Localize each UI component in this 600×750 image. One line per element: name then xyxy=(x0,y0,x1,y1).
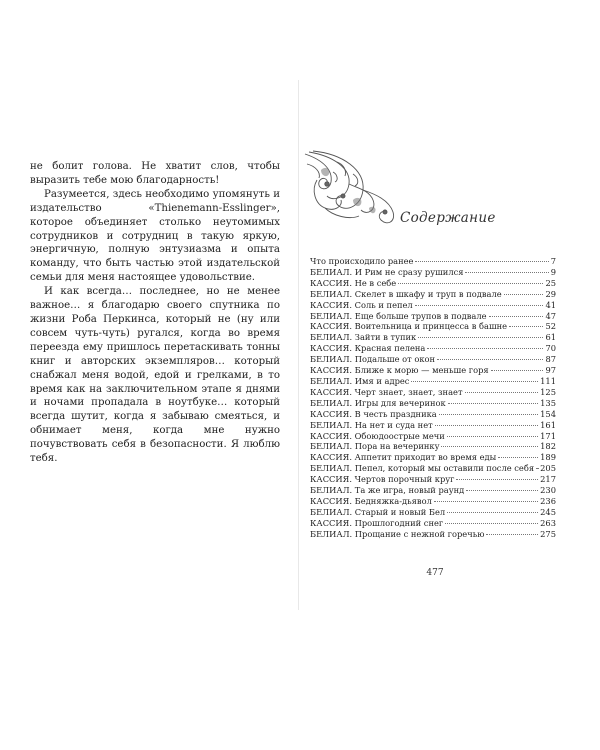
toc-dot-leader xyxy=(411,381,538,382)
toc-entry xyxy=(310,441,556,452)
toc-entry xyxy=(310,343,556,354)
toc-entry-title: БЕЛИАЛ. Скелет в шкафу и труп в подвале xyxy=(310,288,502,299)
toc-dot-leader xyxy=(447,436,538,437)
toc-entry-title: КАССИЯ. Красная пелена xyxy=(310,343,426,354)
toc-entry xyxy=(310,474,556,485)
toc-entry-title: КАССИЯ. Прошлогодний снег xyxy=(310,517,444,528)
toc-dot-leader xyxy=(415,261,548,262)
toc-entry xyxy=(310,321,556,332)
toc-dot-leader xyxy=(504,294,544,295)
toc-entry-page: 25 xyxy=(545,277,556,288)
toc-entry-page: 135 xyxy=(540,397,556,408)
toc-entry-title: Что происходило ранее xyxy=(310,256,414,266)
toc-dot-leader xyxy=(536,468,538,469)
toc-entry-page: 263 xyxy=(540,517,556,528)
toc-entry-page: 97 xyxy=(545,365,556,376)
toc-entry-title: БЕЛИАЛ. Пепел, который мы оставили после себя xyxy=(310,463,535,474)
toc-entry xyxy=(310,267,556,278)
toc-entry-page: 29 xyxy=(545,288,556,299)
toc-dot-leader xyxy=(441,446,538,447)
toc-entry xyxy=(310,354,556,365)
toc-entry-title: КАССИЯ. Не в себе xyxy=(310,277,397,288)
toc-entry-page: 41 xyxy=(545,299,556,310)
toc-entry-page: 245 xyxy=(540,506,556,517)
toc-entry xyxy=(310,409,556,420)
toc-entry-page: 52 xyxy=(545,321,556,332)
toc-dot-leader xyxy=(509,326,543,327)
toc-entry-title: БЕЛИАЛ. Старый и новый Бел xyxy=(310,506,446,517)
toc-entry xyxy=(310,463,556,474)
book-gutter xyxy=(298,80,299,610)
toc-dot-leader xyxy=(491,370,544,371)
toc-entry-title: БЕЛИАЛ. Игры для вечеринок xyxy=(310,397,446,408)
toc-entry xyxy=(310,278,556,289)
toc-title: Содержание xyxy=(400,210,496,226)
toc-entry xyxy=(310,300,556,311)
toc-dot-leader xyxy=(445,523,538,524)
toc-entry-page: 9 xyxy=(550,266,556,277)
toc-entry-page: 87 xyxy=(545,354,556,365)
toc-entry xyxy=(310,529,556,540)
left-page xyxy=(30,160,280,466)
toc-entry-title: КАССИЯ. Воительница и принцесса в башне xyxy=(310,321,508,332)
toc-dot-leader xyxy=(465,272,548,273)
toc-entry-title: БЕЛИАЛ. Зайти в тупик xyxy=(310,332,417,343)
toc-entry-page: 275 xyxy=(540,528,556,539)
flourish-ornament-icon xyxy=(303,150,403,228)
toc-entry-title: БЕЛИАЛ. Пора на вечеринку xyxy=(310,441,440,452)
toc-entry-title: БЕЛИАЛ. Прощание с нежной горечью xyxy=(310,528,485,539)
toc-entry-title: КАССИЯ. Бедняжка-дьявол xyxy=(310,495,432,506)
toc-entry-page: 125 xyxy=(540,386,556,397)
toc-dot-leader xyxy=(489,316,544,317)
toc-dot-leader xyxy=(435,425,538,426)
toc-dot-leader xyxy=(437,359,543,360)
toc-entry xyxy=(310,485,556,496)
toc-dot-leader xyxy=(486,534,538,535)
toc-entry xyxy=(310,496,556,507)
toc-dot-leader xyxy=(398,283,543,284)
toc-entry-page: 70 xyxy=(545,343,556,354)
toc-dot-leader xyxy=(427,348,543,349)
toc-entry xyxy=(310,376,556,387)
paragraph-3: И как всегда… последнее, но не менее важное… я благодарю своего спутника по жизни Роба Перкинса, который не (ну или совсем чуть-чуть) ругался, когда во время переезда ему пришлось перетаскивать тонны книг и авторских экземпляров… который снабжал меня водой, едой и грелками, в то время как на заключительном этапе я днями и ночами пропадала в ноутбуке… который всегда шутит, когда я забываю смеяться, и обнимает меня, когда мне нужно почувствовать себя в безопасности. Я люблю тебя. xyxy=(30,286,280,465)
page-number: 477 xyxy=(426,568,444,578)
paragraph-2: Разумеется, здесь необходимо упомянуть и издательство «Thienemann-Esslinger», которое объединяет столько неутомимых сотрудников и сотрудниц в такую яркую, энергичную, полную энтузиазма и опыта команду, что быть частью этой издательской семьи для меня настоящее удовольствие. xyxy=(30,188,280,284)
toc-entry-page: 161 xyxy=(540,419,556,430)
toc-dot-leader xyxy=(415,305,544,306)
toc-entry-title: КАССИЯ. В честь праздника xyxy=(310,408,437,419)
toc-entry-page: 47 xyxy=(545,310,556,321)
toc-dot-leader xyxy=(498,457,538,458)
toc-entry-title: КАССИЯ. Обоюдоострые мечи xyxy=(310,430,445,441)
toc-dot-leader xyxy=(447,512,538,513)
toc-entry xyxy=(310,452,556,463)
toc-entry xyxy=(310,507,556,518)
toc-entry-title: БЕЛИАЛ. На нет и суда нет xyxy=(310,419,433,430)
toc-entry-page: 217 xyxy=(540,474,556,485)
toc-entry xyxy=(310,518,556,529)
toc-entry-title: БЕЛИАЛ. И Рим не сразу рушился xyxy=(310,266,464,277)
toc-entry-page: 182 xyxy=(540,441,556,452)
toc-entry-page: 111 xyxy=(540,375,556,386)
toc-entry xyxy=(310,365,556,376)
toc-entry-page: 61 xyxy=(545,332,556,343)
toc-entry-page: 7 xyxy=(550,256,556,266)
toc-entry xyxy=(310,398,556,409)
toc-dot-leader xyxy=(465,392,539,393)
toc-entry-page: 171 xyxy=(540,430,556,441)
toc-entry-title: КАССИЯ. Аппетит приходит во время еды xyxy=(310,452,497,463)
toc-dot-leader xyxy=(448,403,538,404)
toc-dot-leader xyxy=(418,337,543,338)
toc-entry-title: КАССИЯ. Черт знает, знает, знает xyxy=(310,386,463,397)
toc-entry-title: КАССИЯ. Соль и пепел xyxy=(310,299,413,310)
toc-entry xyxy=(310,256,556,267)
toc-entry-page: 205 xyxy=(540,463,556,474)
toc-dot-leader xyxy=(434,501,538,502)
toc-entry xyxy=(310,431,556,442)
toc-entry xyxy=(310,387,556,398)
toc-entry-page: 236 xyxy=(540,495,556,506)
toc-dot-leader xyxy=(439,414,538,415)
toc-entry xyxy=(310,332,556,343)
toc-entry-page: 230 xyxy=(540,485,556,496)
toc-dot-leader xyxy=(466,490,538,491)
paragraph-1: не болит голова. Не хватит слов, чтобы выразить тебе мою благодарность! xyxy=(30,161,280,186)
toc-entry-title: БЕЛИАЛ. Та же игра, новый раунд xyxy=(310,485,465,496)
toc-entry xyxy=(310,289,556,300)
toc-dot-leader xyxy=(456,479,538,480)
toc-entry xyxy=(310,420,556,431)
toc-entry-title: БЕЛИАЛ. Еще больше трупов в подвале xyxy=(310,310,487,321)
toc-entry-title: БЕЛИАЛ. Имя и адрес xyxy=(310,375,410,386)
toc-entry-page: 154 xyxy=(540,408,556,419)
table-of-contents xyxy=(310,256,556,540)
toc-entry-title: КАССИЯ. Ближе к морю — меньше горя xyxy=(310,365,489,376)
toc-entry-title: БЕЛИАЛ. Подальше от окон xyxy=(310,354,436,365)
toc-entry-title: КАССИЯ. Чертов порочный круг xyxy=(310,474,455,485)
toc-entry xyxy=(310,311,556,322)
toc-entry-page: 189 xyxy=(540,452,556,463)
